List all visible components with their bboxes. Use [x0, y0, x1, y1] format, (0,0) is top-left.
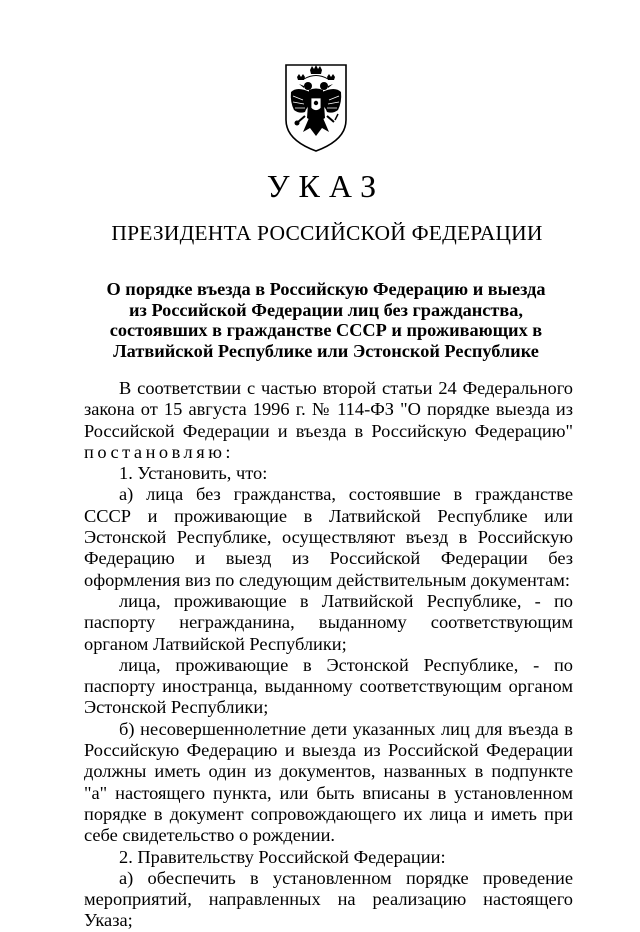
- document-subtitle: ПРЕЗИДЕНТА РОССИЙСКОЙ ФЕДЕРАЦИИ: [111, 221, 543, 245]
- paragraph: 2. Правительству Российской Федерации:: [119, 846, 446, 867]
- heading-line: состоявших в гражданстве СССР и проживающих в: [109, 320, 543, 340]
- paragraph: лица, проживающие в Эстонской Республике, - по паспорту иностранца, выданному соответствующим органом Эстонской Республики;: [84, 654, 573, 718]
- heading-line: из Российской Федерации лиц без гражданства,: [129, 299, 523, 320]
- document-title: УКАЗ: [266, 168, 386, 204]
- preamble-paragraph: [84, 378, 573, 463]
- preamble-text: В соответствии с частью второй статьи 24 Федерального закона от 15 августа 1996 г. № 114-ФЗ "О порядке выезда из Российской Федерации и въезда в Российскую Федерацию": [84, 378, 573, 441]
- paragraph: а) обеспечить в установленном порядке проведение мероприятий, направленных на реализацию настоящего Указа;: [84, 867, 573, 931]
- decree-body: [84, 378, 573, 932]
- heading-line: О порядке въезда в Российскую Федерацию и выезда: [106, 279, 546, 299]
- paragraph: а) лица без гражданства, состоявшие в гражданстве СССР и проживающие в Латвийской Республике или Эстонской Республике, осуществляют въезд в Российскую Федерацию и выезд из Российской Федерации без оформления виз по следующим действительным документам:: [84, 484, 573, 590]
- decree-heading: [0, 279, 640, 361]
- paragraph: лица, проживающие в Латвийской Республике, - по паспорту негражданина, выданному соответствующим органом Латвийской Республики;: [84, 590, 573, 654]
- heading-line: Латвийской Республике или Эстонской Республике: [113, 340, 539, 361]
- paragraph: 1. Установить, что:: [119, 463, 268, 484]
- paragraph: б) несовершеннолетние дети указанных лиц для въезда в Российскую Федерацию и выезда из Российской Федерации должны иметь один из документов, названных в подпункте "а" настоящего пункта, или быть вписаны в установленном порядке в документ сопровождающего их лица и иметь при себе свидетельство о рождении.: [84, 718, 573, 846]
- coat-of-arms-icon: [283, 62, 349, 154]
- resolve-word: постановляю:: [84, 441, 235, 462]
